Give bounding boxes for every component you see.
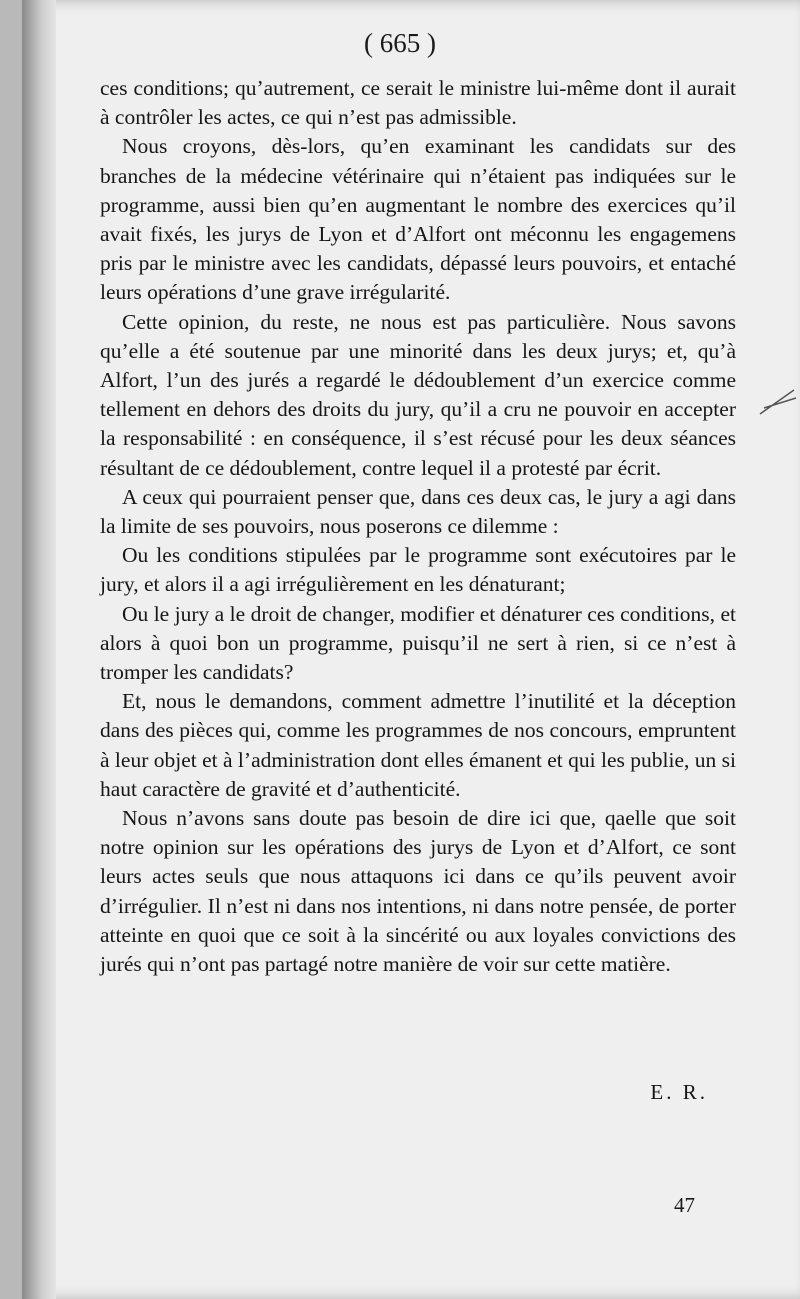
- paragraph-6: Ou le jury a le droit de changer, modifier et dénaturer ces conditions, et alors à quoi bon un programme, puisqu’il ne sert à rien, si ce n’est à tromper les candidats?: [100, 601, 736, 685]
- margin-mark: [758, 384, 798, 424]
- paragraph-7: Et, nous le demandons, comment admettre l’inutilité et la déception dans des pièces qui, comme les programmes de nos concours, empruntent à leur objet et à l’administration dont elles émanent et qui les publie, un si haut caractère de gravité et d’authenticité.: [100, 689, 736, 801]
- page-number-header: ( 665 ): [364, 28, 436, 58]
- paragraph-4: A ceux qui pourraient penser que, dans ces deux cas, le jury a agi dans la limite de ses pouvoirs, nous poserons ce dilemme :: [100, 484, 736, 539]
- paragraph-5: Ou les conditions stipulées par le programme sont exécutoires par le jury, et alors il a agi irrégulièrement en les dénaturant;: [100, 543, 736, 597]
- paragraph-1: ces conditions; qu’autrement, ce serait le ministre lui-même dont il aurait à contrôler les actes, ce qui n’est pas admissible.: [100, 76, 736, 130]
- folio-number: 47: [674, 1193, 695, 1217]
- paragraph-3: Cette opinion, du reste, ne nous est pas particulière. Nous savons qu’elle a été soutenue par une minorité dans les deux jurys; et, qu’à Alfort, l’un des jurés a regardé le dédoublement d’un exercice comme tellement en dehors des droits du jury, qu’il a cru ne pouvoir en accepter la responsabilité : en conséquence, il s’est récusé pour les deux séances résultant de ce dédoublement, contre lequel il a protesté par écrit.: [100, 309, 736, 480]
- author-signature: E. R.: [650, 1080, 708, 1104]
- book-spine: [22, 0, 56, 1299]
- body-text: [100, 74, 736, 979]
- paragraph-8: Nous n’avons sans doute pas besoin de dire ici que, qaelle que soit notre opinion sur les opérations des jurys de Lyon et d’Alfort, ce sont leurs actes seuls que nous attaquons ici dans ce qu’ils peuvent avoir d’irrégulier. Il n’est ni dans nos intentions, ni dans notre pensée, de porter atteinte en quoi que ce soit à la sincérité ou aux loyales convictions des jurés qui n’ont pas partagé notre manière de voir sur cette matière.: [100, 806, 736, 977]
- paragraph-2: Nous croyons, dès-lors, qu’en examinant les candidats sur des branches de la médecine vétérinaire qui n’étaient pas indiquées sur le programme, aussi bien qu’en augmentant le nombre des exercices qu’il avait fixés, les jurys de Lyon et d’Alfort ont méconnu les engagemens pris par le ministre avec les candidats, dépassé leurs pouvoirs, et entaché leurs opérations d’une grave irrégularité.: [100, 134, 736, 305]
